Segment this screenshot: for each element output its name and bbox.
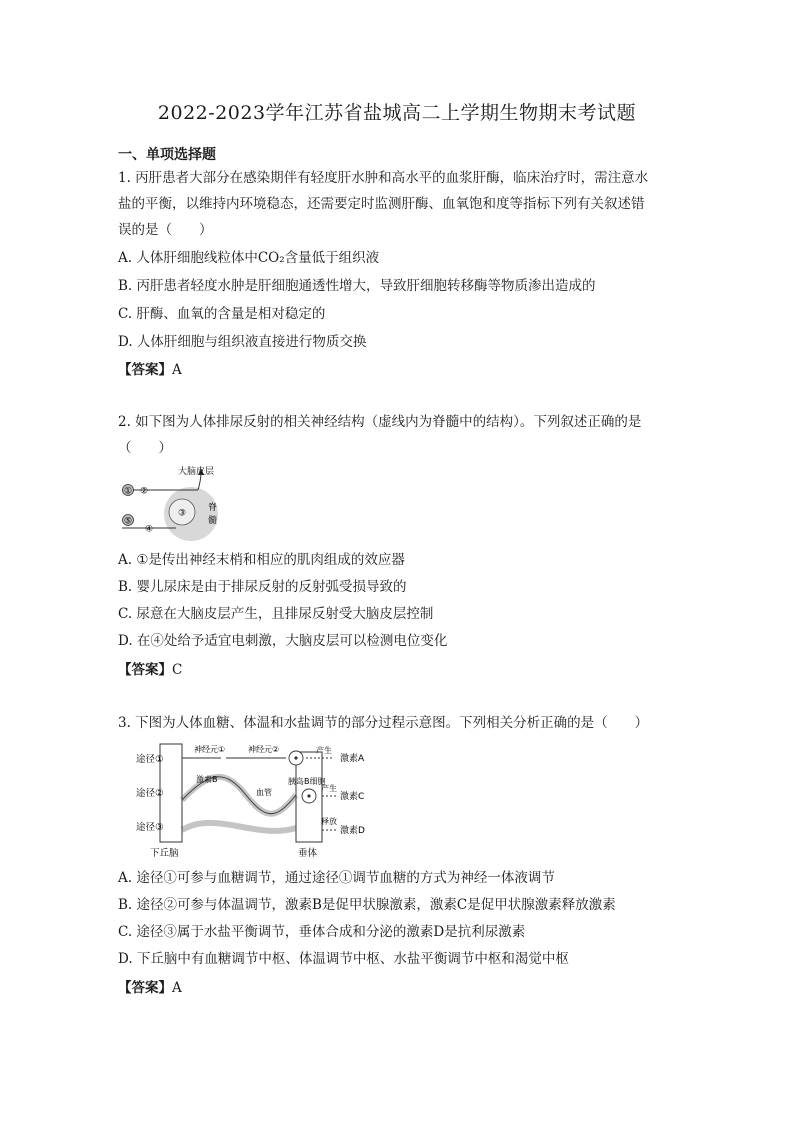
q1-stem-line-1: 1. 丙肝患者大部分在感染期伴有轻度肝水肿和高水平的血浆肝酶，临床治疗时，需注意水: [118, 170, 649, 186]
q3-answer: [118, 976, 182, 996]
label-n5: ⑤: [123, 516, 133, 527]
label-hormone-a: 激素A: [340, 754, 365, 764]
answer-label: 【答案】: [118, 980, 172, 996]
label-hormone-d: 激素D: [340, 826, 365, 836]
q2-option-d: D. 在④处给予适宜电刺激，大脑皮层可以检测电位变化: [118, 633, 448, 649]
q1-stem-line-3: 误的是（ ）: [118, 222, 213, 238]
label-neuron2: 神经元②: [248, 745, 280, 754]
q3-option-d: D. 下丘脑中有血糖调节中枢、体温调节中枢、水盐平衡调节中枢和渴觉中枢: [118, 951, 569, 967]
section-heading: 一、单项选择题: [118, 147, 216, 163]
label-hypothalamus: 下丘脑: [150, 848, 179, 859]
q3-option-b: B. 途径②可参与体温调节，激素B是促甲状腺激素，激素C是促甲状腺激素释放激素: [118, 897, 616, 913]
q3-option-a: A. 途径①可参与血糖调节，通过途径①调节血糖的方式为神经一体液调节: [118, 870, 555, 886]
label-islet: 胰岛B细胞: [288, 777, 326, 786]
q1-option-a: A. 人体肝细胞线粒体中CO₂含量低于组织液: [118, 250, 380, 266]
answer-value: A: [172, 980, 182, 996]
regulation-figure: [116, 740, 396, 860]
label-n1: ①: [123, 486, 133, 497]
label-vessel: 血管: [256, 788, 272, 797]
q2-option-a: A. ①是传出神经末梢和相应的肌肉组成的效应器: [118, 552, 405, 568]
label-cortex: 大脑皮层: [178, 467, 215, 477]
label-hormone-b: 激素B: [196, 775, 218, 784]
q1-option-b: B. 丙肝患者轻度水肿是肝细胞通透性增大，导致肝细胞转移酶等物质渗出造成的: [118, 278, 596, 294]
answer-value: C: [172, 662, 183, 678]
q2-option-c: C. 尿意在大脑皮层产生，且排尿反射受大脑皮层控制: [118, 606, 434, 622]
q2-stem-line-2: （ ）: [118, 440, 172, 456]
page-title: 2022-2023学年江苏省盐城高二上学期生物期末考试题: [157, 102, 637, 124]
q2-option-b: B. 婴儿尿床是由于排尿反射的反射弧受损导致的: [118, 579, 407, 595]
label-n4: ④: [144, 524, 154, 535]
label-produce2: 产生: [321, 784, 337, 793]
q1-answer: [118, 358, 182, 378]
label-n3: ③: [177, 508, 187, 519]
label-cord-1: 脊: [208, 503, 218, 513]
label-cord-2: 髓: [208, 516, 218, 526]
q1-option-d: D. 人体肝细胞与组织液直接进行物质交换: [118, 334, 367, 350]
q2-answer: [118, 658, 182, 678]
label-path3: 途径③: [136, 822, 164, 833]
q1-option-c: C. 肝酶、血氧的含量是相对稳定的: [118, 306, 326, 322]
label-path2: 途径②: [136, 788, 164, 799]
answer-label: 【答案】: [118, 662, 172, 678]
reflex-arc-figure: [116, 462, 226, 542]
label-n2: ②: [139, 486, 149, 497]
answer-label: 【答案】: [118, 362, 172, 378]
label-path1: 途径①: [136, 754, 164, 765]
q1-stem-line-2: 盐的平衡，以维持内环境稳态，还需要定时监测肝酶、血氧饱和度等指标下列有关叙述错: [118, 196, 645, 212]
label-release: 释放: [321, 817, 337, 826]
q2-stem-line-1: 2. 如下图为人体排尿反射的相关神经结构（虚线内为脊髓中的结构）。下列叙述正确的是: [118, 414, 642, 430]
label-produce1: 产生: [316, 746, 332, 755]
label-hormone-c: 激素C: [340, 792, 365, 802]
q3-stem-line-1: 3. 下图为人体血糖、体温和水盐调节的部分过程示意图。下列相关分析正确的是（ ）: [118, 715, 649, 731]
q3-option-c: C. 途径③属于水盐平衡调节，垂体合成和分泌的激素D是抗利尿激素: [118, 924, 526, 940]
answer-value: A: [172, 362, 182, 378]
label-pituitary: 垂体: [298, 848, 318, 859]
label-neuron1: 神经元①: [194, 745, 226, 754]
